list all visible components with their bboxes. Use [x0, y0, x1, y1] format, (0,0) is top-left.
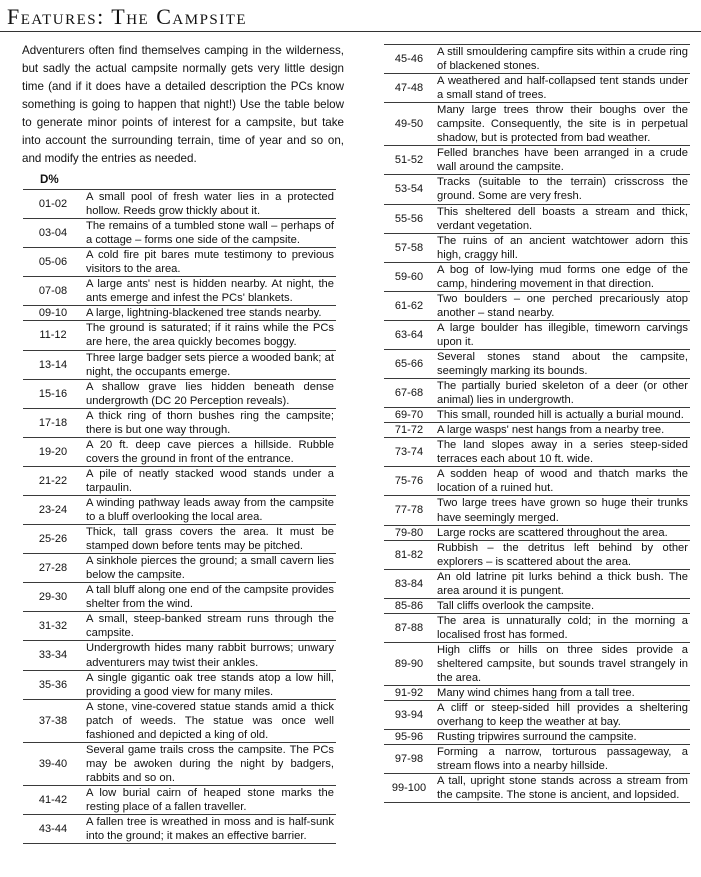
feature-description: The land slopes away in a series steep-sided terraces each about 10 ft. wide. [434, 438, 690, 467]
feature-description: Many wind chimes hang from a tall tree. [434, 686, 690, 701]
feature-description: The partially buried skeleton of a deer (or other animal) lies in undergrowth. [434, 379, 690, 408]
feature-description: A thick ring of thorn bushes ring the campsite; there is but one way through. [83, 408, 336, 437]
title-divider [0, 31, 701, 32]
feature-description: Tall cliffs overlook the campsite. [434, 598, 690, 613]
table-row [23, 248, 336, 277]
roll-range: 65-66 [384, 349, 434, 378]
table-row [23, 583, 336, 612]
table-row [384, 496, 690, 525]
feature-description: A winding pathway leads away from the campsite to a bluff overlooking the local area. [83, 495, 336, 524]
roll-range: 31-32 [23, 612, 83, 641]
roll-range: 85-86 [384, 598, 434, 613]
roll-range: 91-92 [384, 686, 434, 701]
feature-description: Several stones stand about the campsite, seemingly marking its bounds. [434, 349, 690, 378]
roll-range: 39-40 [23, 742, 83, 785]
feature-description: This sheltered dell boasts a stream and thick, verdant vegetation. [434, 204, 690, 233]
feature-description: The area is unnaturally cold; in the morning a localised frost has formed. [434, 613, 690, 642]
feature-description: A still smouldering campfire sits within a crude ring of blackened stones. [434, 45, 690, 74]
feature-description: The remains of a tumbled stone wall – perhaps of a cottage – forms one side of the campsite. [83, 219, 336, 248]
table-row [23, 815, 336, 844]
table-row [384, 204, 690, 233]
roll-range: 81-82 [384, 540, 434, 569]
roll-range: 55-56 [384, 204, 434, 233]
table-row [23, 219, 336, 248]
table-row [23, 641, 336, 670]
feature-description: A stone, vine-covered statue stands amid a thick patch of weeds. The statue was once well fashioned and depicted a king of old. [83, 699, 336, 742]
table-row [23, 742, 336, 785]
table-row [23, 277, 336, 306]
feature-description: Many large trees throw their boughs over the campsite. Consequently, the site is in perpetual shadow, but is protected from bad weather. [434, 103, 690, 146]
feature-description: A cold fire pit bares mute testimony to previous visitors to the area. [83, 248, 336, 277]
table-row [23, 306, 336, 321]
feature-description: A large ants' nest is hidden nearby. At night, the ants emerge and infest the PCs' blankets. [83, 277, 336, 306]
roll-range: 63-64 [384, 320, 434, 349]
roll-range: 97-98 [384, 745, 434, 774]
roll-range: 15-16 [23, 379, 83, 408]
table-row [23, 437, 336, 466]
roll-range: 69-70 [384, 408, 434, 423]
table-row [384, 438, 690, 467]
roll-range: 79-80 [384, 525, 434, 540]
table-row [384, 467, 690, 496]
roll-range: 89-90 [384, 642, 434, 685]
table-row [384, 408, 690, 423]
feature-description: Rusting tripwires surround the campsite. [434, 730, 690, 745]
roll-range: 45-46 [384, 45, 434, 74]
roll-range: 87-88 [384, 613, 434, 642]
table-header-d-percent: D% [40, 173, 59, 186]
feature-description: The ruins of an ancient watchtower adorn this high, craggy hill. [434, 233, 690, 262]
table-row [384, 262, 690, 291]
left-table-body [23, 190, 336, 844]
feature-description: Forming a narrow, torturous passageway, a stream flows into a nearby hillside. [434, 745, 690, 774]
roll-range: 75-76 [384, 467, 434, 496]
feature-description: Three large badger sets pierce a wooded bank; at night, the occupants emerge. [83, 350, 336, 379]
page-title: Features: The Campsite [7, 4, 248, 29]
feature-description: Undergrowth hides many rabbit burrows; unwary adventurers may twist their ankles. [83, 641, 336, 670]
feature-description: A bog of low-lying mud forms one edge of the camp, hindering movement in that direction. [434, 262, 690, 291]
table-row [23, 670, 336, 699]
table-row [384, 291, 690, 320]
roll-range: 71-72 [384, 423, 434, 438]
table-row [384, 103, 690, 146]
table-row [384, 569, 690, 598]
roll-range: 61-62 [384, 291, 434, 320]
roll-range: 59-60 [384, 262, 434, 291]
feature-description: A sodden heap of wood and thatch marks the location of a ruined hut. [434, 467, 690, 496]
table-row [384, 774, 690, 803]
roll-range: 47-48 [384, 74, 434, 103]
roll-range: 99-100 [384, 774, 434, 803]
feature-description: High cliffs or hills on three sides provide a sheltered campsite, but sounds travel strangely in the area. [434, 642, 690, 685]
feature-description: A tall bluff along one end of the campsite provides shelter from the wind. [83, 583, 336, 612]
roll-range: 13-14 [23, 350, 83, 379]
feature-description: Tracks (suitable to the terrain) crisscross the ground. Some are very fresh. [434, 175, 690, 204]
roll-range: 77-78 [384, 496, 434, 525]
feature-description: A cliff or steep-sided hill provides a sheltering overhang to keep the weather at bay. [434, 701, 690, 730]
roll-range: 23-24 [23, 495, 83, 524]
feature-description: A pile of neatly stacked wood stands under a tarpaulin. [83, 466, 336, 495]
roll-range: 33-34 [23, 641, 83, 670]
feature-description: A fallen tree is wreathed in moss and is half-sunk into the ground; it makes an effective barrier. [83, 815, 336, 844]
table-row [23, 525, 336, 554]
feature-description: Two boulders – one perched precariously atop another – stand nearby. [434, 291, 690, 320]
feature-description: The ground is saturated; if it rains while the PCs are here, the area quickly becomes boggy. [83, 321, 336, 350]
table-row [23, 785, 336, 814]
table-row [384, 320, 690, 349]
table-row [23, 379, 336, 408]
table-row [384, 379, 690, 408]
table-row [23, 350, 336, 379]
roll-range: 93-94 [384, 701, 434, 730]
table-row [384, 686, 690, 701]
feature-description: Felled branches have been arranged in a crude wall around the campsite. [434, 146, 690, 175]
roll-range: 03-04 [23, 219, 83, 248]
roll-range: 67-68 [384, 379, 434, 408]
roll-range: 41-42 [23, 785, 83, 814]
roll-range: 95-96 [384, 730, 434, 745]
feature-description: A shallow grave lies hidden beneath dense undergrowth (DC 20 Perception reveals). [83, 379, 336, 408]
feature-description: A tall, upright stone stands across a stream from the campsite. The stone is ancient, and lopsided. [434, 774, 690, 803]
feature-description: A low burial cairn of heaped stone marks the resting place of a fallen traveller. [83, 785, 336, 814]
table-row [384, 146, 690, 175]
roll-range: 29-30 [23, 583, 83, 612]
table-row [384, 642, 690, 685]
roll-range: 27-28 [23, 554, 83, 583]
table-row [384, 175, 690, 204]
roll-range: 37-38 [23, 699, 83, 742]
feature-description: An old latrine pit lurks behind a thick bush. The area around it is pungent. [434, 569, 690, 598]
table-row [23, 699, 336, 742]
feature-description: A sinkhole pierces the ground; a small cavern lies below the campsite. [83, 554, 336, 583]
roll-range: 05-06 [23, 248, 83, 277]
right-table-body [384, 45, 690, 803]
table-row [23, 495, 336, 524]
roll-range: 07-08 [23, 277, 83, 306]
roll-range: 83-84 [384, 569, 434, 598]
feature-description: Large rocks are scattered throughout the area. [434, 525, 690, 540]
feature-description: A large boulder has illegible, timeworn carvings upon it. [434, 320, 690, 349]
table-row [23, 554, 336, 583]
table-row [384, 540, 690, 569]
roll-range: 51-52 [384, 146, 434, 175]
table-row [23, 466, 336, 495]
roll-range: 19-20 [23, 437, 83, 466]
roll-range: 49-50 [384, 103, 434, 146]
roll-range: 17-18 [23, 408, 83, 437]
table-row [384, 598, 690, 613]
roll-range: 21-22 [23, 466, 83, 495]
roll-range: 01-02 [23, 190, 83, 219]
right-table [384, 44, 690, 803]
roll-range: 25-26 [23, 525, 83, 554]
table-row [23, 190, 336, 219]
table-row [384, 525, 690, 540]
feature-description: A small pool of fresh water lies in a protected hollow. Reeds grow thickly about it. [83, 190, 336, 219]
feature-description: A weathered and half-collapsed tent stands under a small stand of trees. [434, 74, 690, 103]
roll-range: 35-36 [23, 670, 83, 699]
roll-range: 73-74 [384, 438, 434, 467]
roll-range: 43-44 [23, 815, 83, 844]
feature-description: A single gigantic oak tree stands atop a low hill, providing a good view for many miles. [83, 670, 336, 699]
feature-description: Rubbish – the detritus left behind by other explorers – is scattered about the area. [434, 540, 690, 569]
feature-description: Several game trails cross the campsite. The PCs may be awoken during the night by badgers, rabbits and so on. [83, 742, 336, 785]
table-row [23, 612, 336, 641]
feature-description: This small, rounded hill is actually a burial mound. [434, 408, 690, 423]
feature-description: A large, lightning-blackened tree stands nearby. [83, 306, 336, 321]
feature-description: A small, steep-banked stream runs through the campsite. [83, 612, 336, 641]
table-row [384, 423, 690, 438]
table-row [384, 701, 690, 730]
roll-range: 11-12 [23, 321, 83, 350]
roll-range: 09-10 [23, 306, 83, 321]
feature-description: Thick, tall grass covers the area. It must be stamped down before tents may be pitched. [83, 525, 336, 554]
table-row [384, 45, 690, 74]
roll-range: 57-58 [384, 233, 434, 262]
table-row [384, 74, 690, 103]
table-row [384, 233, 690, 262]
feature-description: A 20 ft. deep cave pierces a hillside. Rubble covers the ground in front of the entrance. [83, 437, 336, 466]
feature-description: Two large trees have grown so huge their trunks have seemingly merged. [434, 496, 690, 525]
left-table [23, 189, 336, 844]
table-row [384, 745, 690, 774]
table-row [384, 349, 690, 378]
intro-paragraph: Adventurers often find themselves camping in the wilderness, but sadly the actual campsite normally gets very little design time (and if it does have a detailed description the PCs know something is going to happen that night!) Use the table below to generate minor points of interest for a campsite, but take into account the surrounding terrain, time of year and so on, and modify the entries as needed. [22, 44, 344, 165]
table-row [384, 613, 690, 642]
feature-description: A large wasps' nest hangs from a nearby tree. [434, 423, 690, 438]
table-row [384, 730, 690, 745]
table-row [23, 408, 336, 437]
table-row [23, 321, 336, 350]
roll-range: 53-54 [384, 175, 434, 204]
